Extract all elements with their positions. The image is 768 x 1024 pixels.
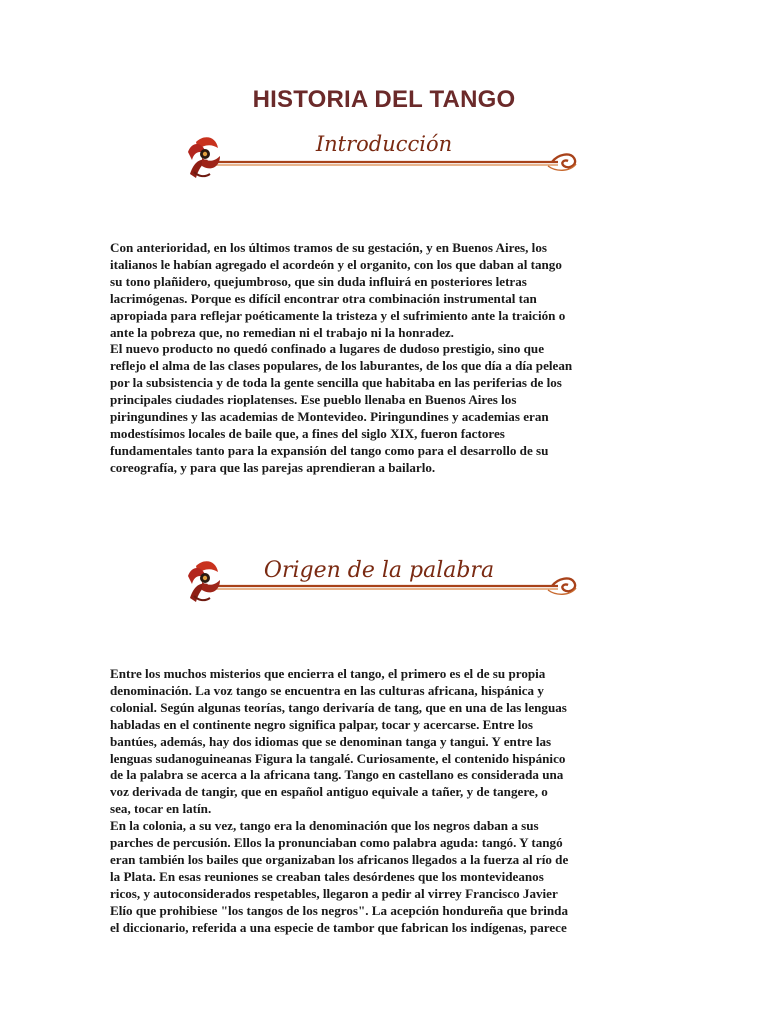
text-line: su tono plañidero, quejumbroso, que sin duda influirá en posteriores letras (110, 273, 527, 289)
section-banner-introduccion (186, 128, 582, 182)
text-line: reflejo el alma de las clases populares, de los laburantes, de los que día a día pelean (110, 358, 573, 374)
text-line: principales ciudades rioplatenses. Ese pueblo llenaba en Buenos Aires los (110, 392, 517, 408)
text-line: de la palabra se acerca a la africana tang. Tango en castellano es considerada una (110, 767, 564, 783)
text-line: parches de percusión. Ellos la pronunciaban como palabra aguda: tangó. Y tangó (110, 835, 563, 851)
text-line: fundamentales tanto para la expansión del tango como para el desarrollo de su (110, 442, 549, 458)
text-line: Entre los muchos misterios que encierra el tango, el primero es el de su propia (110, 666, 546, 681)
text-line: sea, tocar en latín. (110, 801, 212, 817)
text-line: la Plata. En esas reuniones se creaban tales desórdenes que los montevideanos (110, 868, 544, 884)
section-heading: Introducción (315, 132, 453, 156)
text-line: el diccionario, referida a una especie de tambor que fabrican los indígenas, parece (110, 919, 567, 935)
text-line: Elío que prohibiese "los tangos de los negros". La acepción hondureña que brinda (110, 902, 568, 918)
section-body-origen (110, 666, 655, 937)
text-line: ricos, y autoconsiderados respetables, llegaron a pedir al virrey Francisco Javier (110, 885, 558, 901)
text-line: eran también los bailes que organizaban los africanos llegados a la fuerza al río de (110, 851, 569, 867)
text-line: piringundines y las academias de Montevideo. Piringundines y academias eran (110, 409, 549, 425)
text-line: italianos le habían agregado el acordeón y el organito, con los que daban al tango (110, 256, 562, 272)
text-line: El nuevo producto no quedó confinado a lugares de dudoso prestigio, sino que (110, 341, 545, 357)
section-body-introduccion (110, 240, 655, 477)
text-line: En la colonia, a su vez, tango era la denominación que los negros daban a sus (110, 818, 539, 834)
section-banner-origen (186, 552, 582, 606)
text-line: bantúes, además, hay dos idiomas que se denominan tanga y tangui. Y entre las (110, 733, 552, 749)
text-line: colonial. Según algunas teorías, tango derivaría de tang, que en una de las lenguas (110, 699, 567, 715)
text-line: lenguas sudanoguineanas Figura la tangalé. Curiosamente, el contenido hispánico (110, 750, 566, 766)
text-line: por la subsistencia y de toda la gente sencilla que habitaba en las periferias de los (110, 375, 562, 391)
text-line: modestísimos locales de baile que, a fines del siglo XIX, fueron factores (110, 425, 505, 441)
text-line: denominación. La voz tango se encuentra en las culturas africana, hispánica y (110, 682, 544, 698)
text-line: voz derivada de tangir, que en español antiguo equivale a tañer, y de tangere, o (110, 784, 548, 800)
text-line: apropiada para reflejar poéticamente la tristeza y el sufrimiento ante la traición o (110, 307, 566, 323)
text-line: coreografía, y para que las parejas aprendieran a bailarlo. (110, 459, 436, 475)
page-title: HISTORIA DEL TANGO (252, 86, 516, 113)
text-line: lacrimógenas. Porque es difícil encontrar otra combinación instrumental tan (110, 290, 537, 306)
text-line: habladas en el continente negro significa palpar, tocar y acercarse. Entre los (110, 716, 533, 732)
text-line: Con anterioridad, en los últimos tramos de su gestación, y en Buenos Aires, los (110, 240, 547, 255)
section-heading: Origen de la palabra (263, 558, 495, 583)
text-line: ante la pobreza que, no remedian ni el trabajo ni la honradez. (110, 324, 454, 340)
